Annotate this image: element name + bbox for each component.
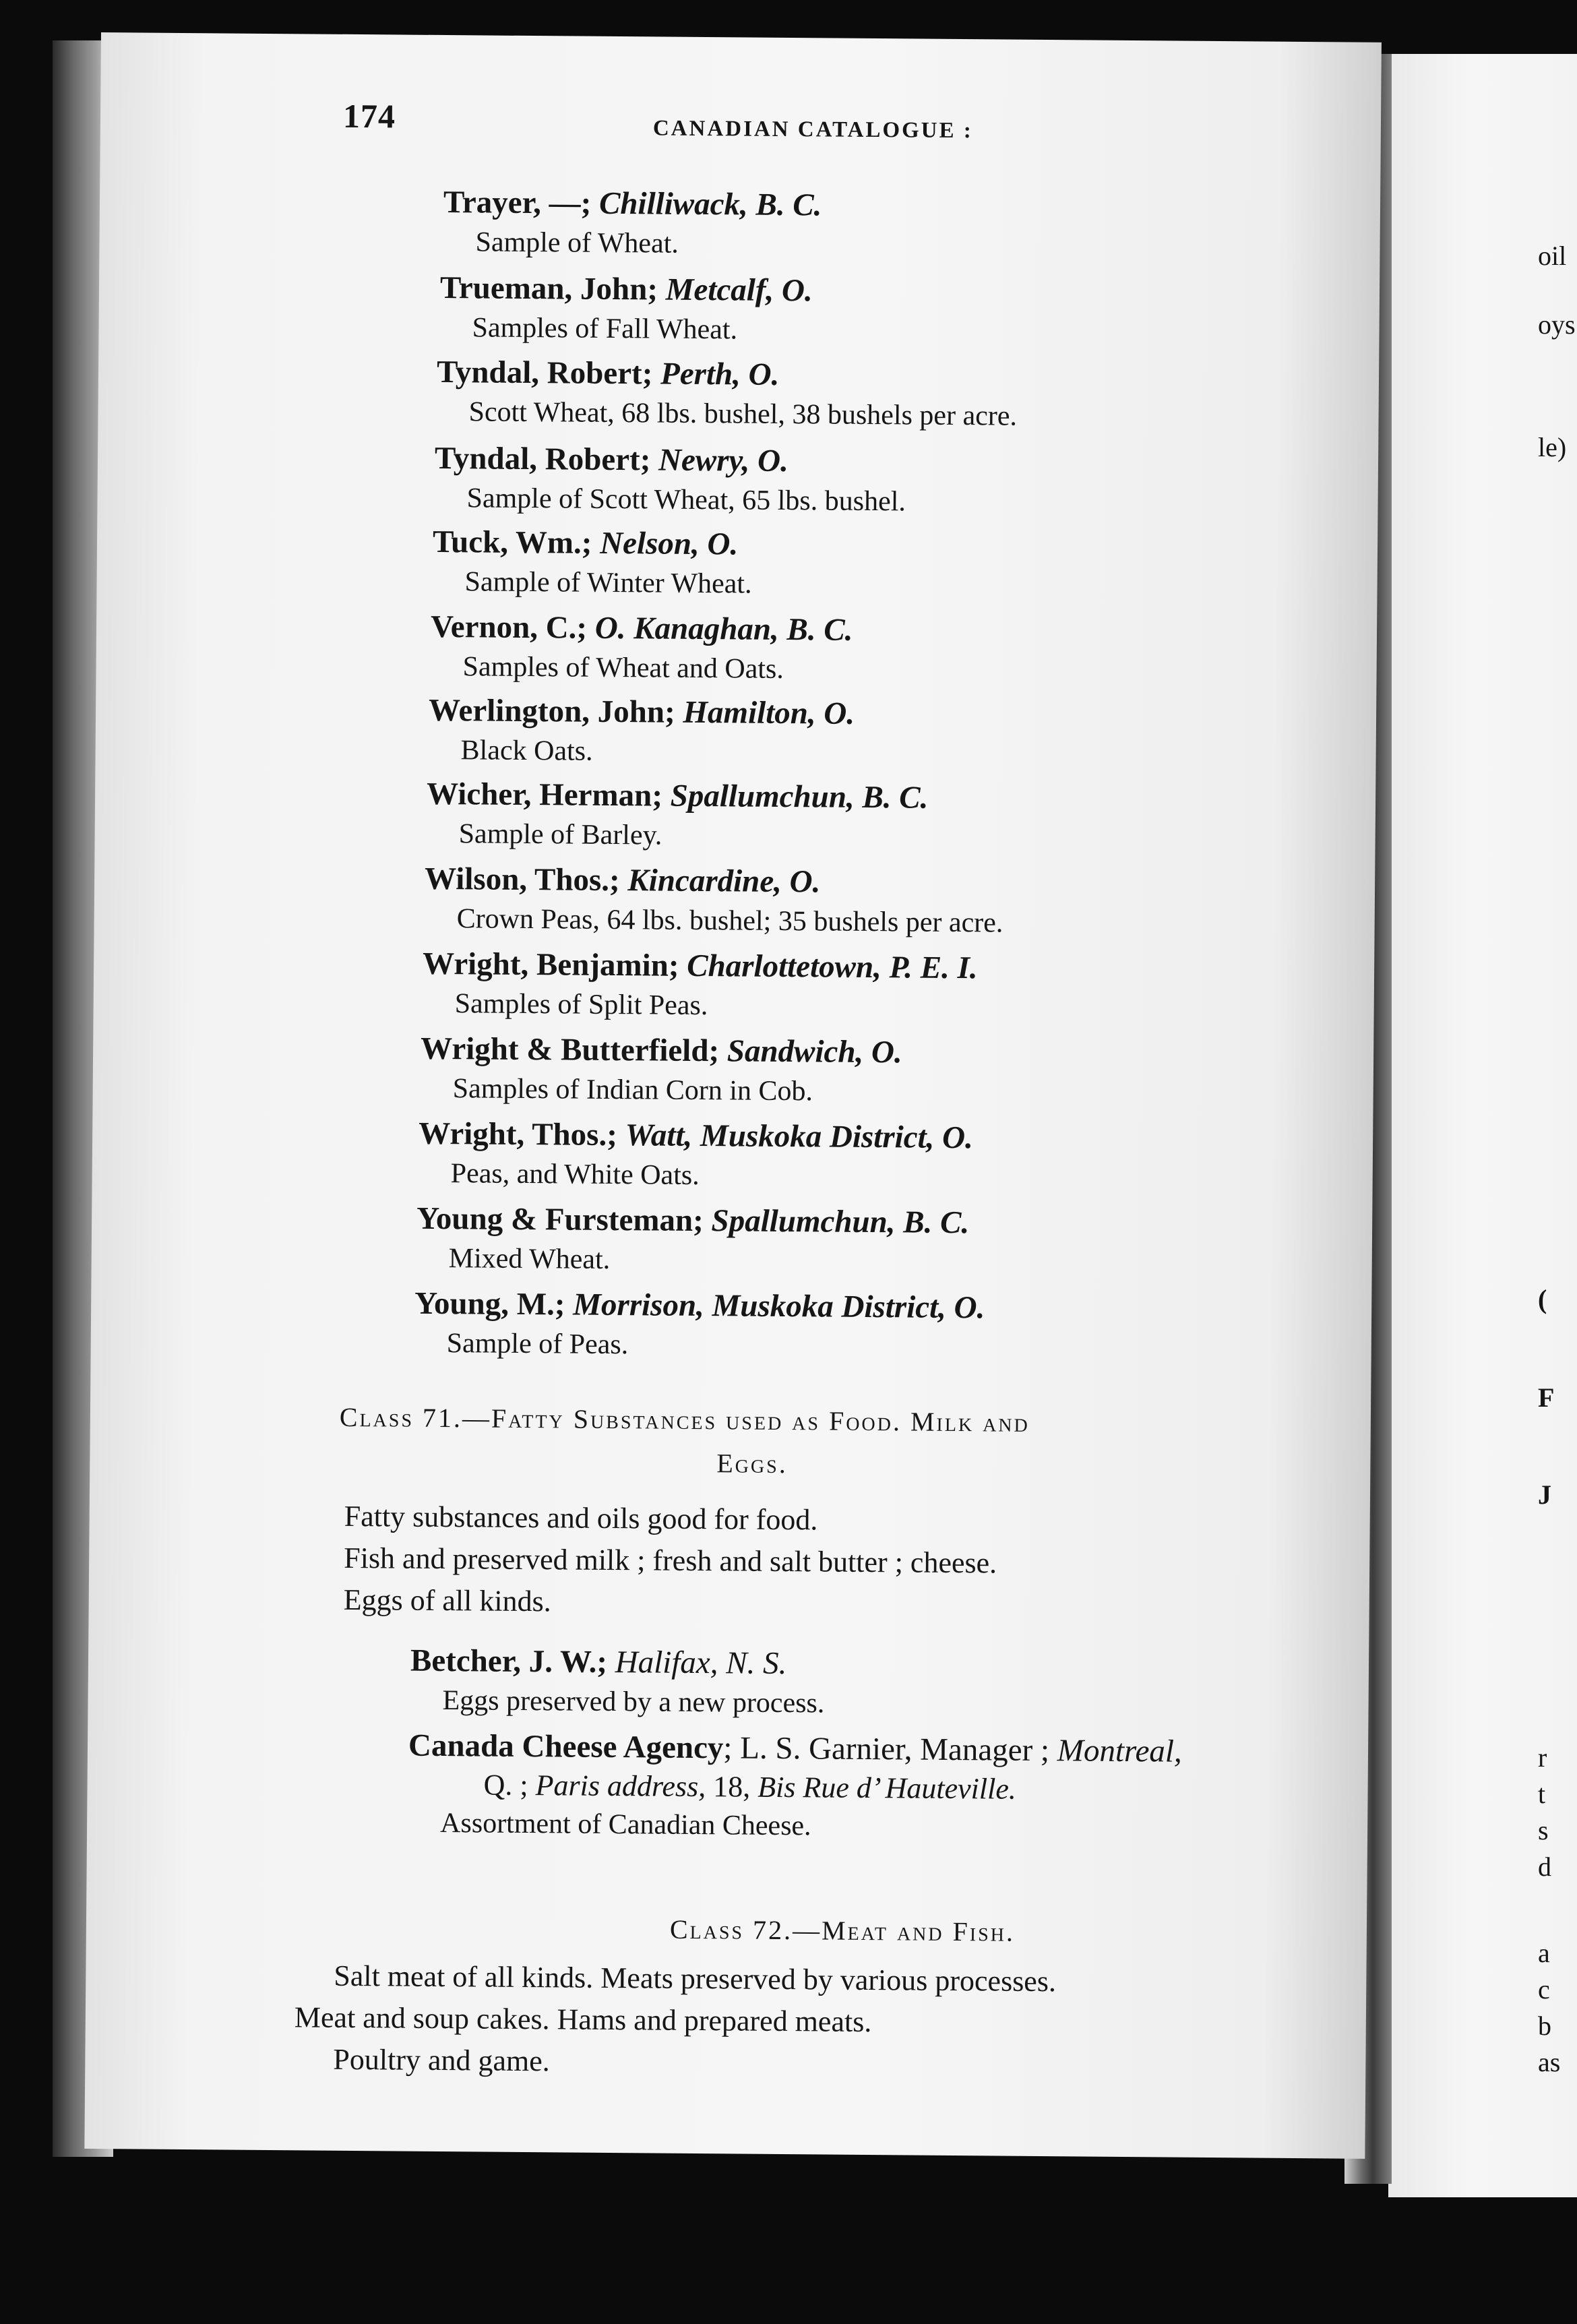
class-71-intro-line: Eggs of all kinds. [343, 1583, 551, 1618]
exhibitor-entry [420, 1029, 902, 1112]
exhibit-description: Crown Peas, 64 lbs. bushel; 35 bushels per acre. [456, 903, 1003, 939]
exhibit-description: Samples of Indian Corn in Cob. [452, 1073, 813, 1107]
exhibitor-entry [422, 944, 977, 1027]
exhibitor-place: Spallumchun, B. C. [711, 1203, 970, 1241]
exhibit-description: Sample of Scott Wheat, 65 lbs. bushel. [466, 483, 906, 518]
exhibitor-name: Young, M.; [414, 1285, 565, 1322]
exhibitor-name: Young & Fursteman; [416, 1200, 704, 1239]
exhibitor-entry [436, 352, 1017, 436]
exhibitor-entry [416, 1198, 970, 1282]
exhibitor-place: Sandwich, O. [726, 1033, 902, 1070]
exhibitor-name: Wicher, Herman; [426, 776, 663, 814]
exhibitor-entry [424, 859, 1003, 943]
class-72-line: Poultry and game. [333, 2042, 550, 2078]
exhibitor-place: Morrison, Muskoka District, O. [573, 1287, 985, 1326]
exhibitor-name: Wilson, Thos.; [424, 861, 620, 898]
facing-page-fragment: ( [1538, 1284, 1547, 1314]
exhibit-description: Sample of Wheat. [475, 226, 679, 259]
exhibitor-name: Betcher, J. W.; [410, 1643, 608, 1680]
paris-address-street: Bis Rue d’ Hauteville. [757, 1770, 1017, 1806]
exhibit-description: Scott Wheat, 68 lbs. bushel, 38 bushels per acre. [468, 396, 1018, 432]
exhibitor-entry [439, 268, 813, 350]
facing-page-fragment: J [1538, 1479, 1551, 1510]
exhibitor-place: Perth, O. [660, 356, 780, 392]
exhibitor-entry [434, 438, 906, 521]
exhibitor-entry [410, 1641, 825, 1723]
exhibitor-place: Montreal, [1057, 1733, 1182, 1769]
facing-page-fragment: F [1538, 1382, 1555, 1413]
facing-page-fragment: le) [1538, 432, 1567, 462]
class-72-line: Salt meat of all kinds. Meats preserved by various processes. [334, 1959, 1057, 1998]
exhibitor-entry-canada-cheese [408, 1725, 1182, 1849]
paris-address-number: 18, [713, 1770, 751, 1804]
exhibit-description: Sample of Barley. [458, 818, 662, 851]
exhibitor-name: Tuck, Wm.; [432, 524, 592, 561]
class-72-body [294, 1955, 1057, 2086]
exhibitor-name: Trayer, —; [443, 184, 592, 221]
facing-page-fragment: s [1538, 1815, 1549, 1845]
catalogue-page [84, 32, 1382, 2159]
exhibitor-name: Wright & Butterfield; [420, 1031, 720, 1069]
exhibitor-entry [432, 522, 752, 604]
exhibitor-place: Hamilton, O. [683, 694, 855, 731]
exhibitor-place: Halifax, N. S. [615, 1645, 787, 1682]
exhibitor-manager: ; L. S. Garnier, Manager ; [723, 1730, 1050, 1769]
exhibitor-name: Tyndal, Robert; [436, 354, 653, 392]
exhibitor-name: Vernon, C.; [430, 609, 588, 646]
exhibitor-place: Chilliwack, B. C. [598, 185, 822, 223]
class-72-heading-text: Class 72.—Meat and Fish. [669, 1914, 1016, 1947]
exhibitor-name: Canada Cheese Agency [408, 1727, 724, 1766]
exhibit-description: Sample of Peas. [446, 1328, 629, 1361]
page-number: 174 [342, 96, 396, 135]
paris-address-label: Paris address, [535, 1769, 706, 1804]
exhibitor-name: Wright, Thos.; [418, 1115, 618, 1153]
exhibitor-name: Werlington, John; [428, 692, 675, 730]
exhibit-description: Samples of Split Peas. [454, 988, 708, 1022]
facing-page-fragment: as [1538, 2047, 1561, 2077]
exhibitor-entry [414, 1283, 985, 1368]
exhibitor-province: Q. ; [483, 1768, 528, 1802]
running-head: CANADIAN CATALOGUE : [652, 116, 973, 144]
exhibit-description: Assortment of Canadian Cheese. [439, 1808, 811, 1842]
exhibitor-place: Spallumchun, B. C. [670, 778, 929, 816]
class-71-intro [344, 1496, 997, 1626]
exhibitor-place: Kincardine, O. [627, 863, 821, 900]
exhibit-description: Samples of Fall Wheat. [472, 312, 738, 346]
facing-page-fragment: oil [1538, 241, 1567, 271]
exhibitor-place: Charlottetown, P. E. I. [687, 948, 978, 986]
class-71-heading-line1: Class 71.—Fatty Substances used as Food. Milk and [339, 1401, 1030, 1438]
facing-page-fragment: d [1538, 1852, 1551, 1882]
exhibit-description: Sample of Winter Wheat. [464, 566, 752, 600]
class-71-heading [339, 1396, 1030, 1488]
exhibit-description: Mixed Wheat. [448, 1243, 611, 1275]
exhibit-description: Peas, and White Oats. [450, 1158, 700, 1192]
exhibitor-place: O. Kanaghan, B. C. [594, 610, 853, 648]
facing-page-fragment: oys [1538, 309, 1576, 340]
facing-page-fragment: b [1538, 2011, 1551, 2041]
exhibitor-name: Tyndal, Robert; [434, 440, 651, 478]
exhibitor-entry [418, 1113, 973, 1197]
facing-page-fragment: t [1538, 1779, 1546, 1809]
exhibitor-place: Nelson, O. [600, 525, 739, 562]
exhibit-description: Eggs preserved by a new process. [442, 1685, 825, 1719]
exhibit-description: Black Oats. [460, 735, 593, 767]
exhibitor-place: Metcalf, O. [665, 272, 813, 309]
class-72-heading [670, 1908, 1016, 1954]
facing-page-fragment: a [1538, 1938, 1550, 1968]
class-71-heading-line2: Eggs. [716, 1448, 788, 1479]
class-72-line: Meat and soup cakes. Hams and prepared meats. [294, 2000, 872, 2039]
exhibitor-entry [426, 774, 928, 857]
exhibitor-place: Newry, O. [658, 442, 789, 479]
exhibitor-name: Trueman, John; [439, 270, 658, 307]
exhibitor-name: Wright, Benjamin; [422, 946, 679, 983]
exhibitor-entry [443, 182, 822, 264]
exhibit-description: Samples of Wheat and Oats. [462, 651, 784, 685]
facing-page-fragment: c [1538, 1974, 1550, 2005]
facing-page-fragment: r [1538, 1742, 1547, 1773]
exhibitor-entry [428, 690, 855, 773]
class-71-intro-line: Fish and preserved milk ; fresh and salt butter ; cheese. [344, 1541, 997, 1580]
class-71-intro-line: Fatty substances and oils good for food. [344, 1499, 818, 1537]
exhibitor-place: Watt, Muskoka District, O. [625, 1118, 974, 1156]
exhibitor-entry [430, 607, 853, 690]
